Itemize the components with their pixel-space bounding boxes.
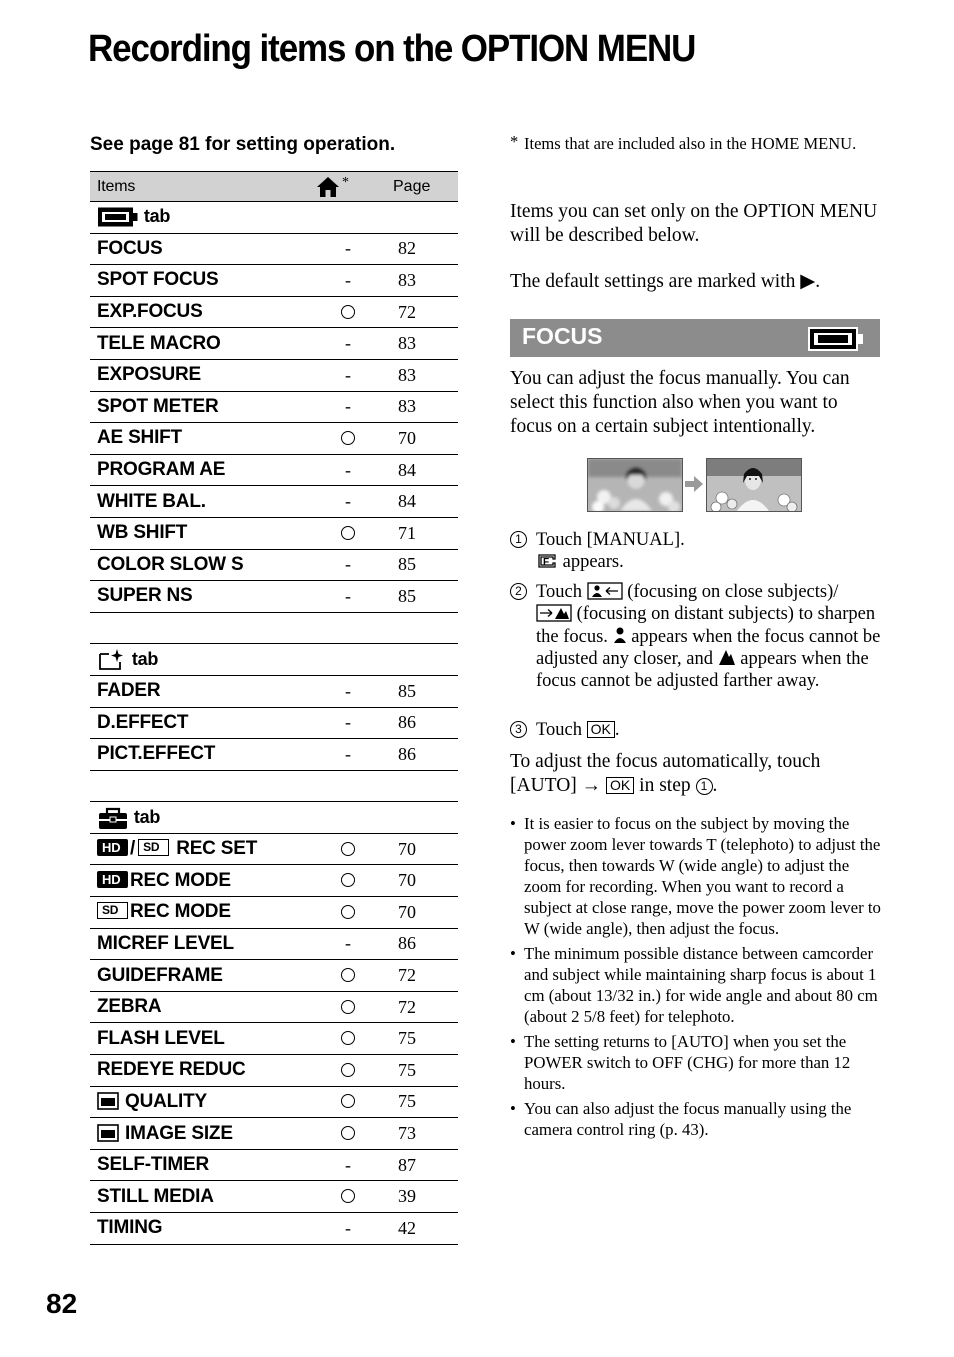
focus-heading-bar <box>510 319 880 357</box>
included-in-home-icon <box>341 1189 355 1203</box>
step-1 <box>510 529 882 574</box>
included-in-home-icon <box>341 1000 355 1014</box>
item-name: REC SET <box>176 838 258 860</box>
home-value: - <box>345 680 351 701</box>
tab-row <box>90 202 458 234</box>
camera-mode-icon <box>808 325 864 353</box>
item-page: 87 <box>388 1149 458 1181</box>
item-page: 83 <box>388 359 458 391</box>
item-name: EXPOSURE <box>97 364 201 386</box>
step-3-end: . <box>614 720 620 740</box>
table-row <box>90 1055 458 1087</box>
item-name: COLOR SLOW S <box>97 553 244 575</box>
sd-badge-icon: SD <box>97 902 128 919</box>
section-spacer <box>90 612 458 644</box>
table-row <box>90 707 458 739</box>
item-page: 84 <box>388 486 458 518</box>
footnote-star: * <box>510 132 519 151</box>
notes-list <box>510 813 882 1144</box>
item-page: 86 <box>388 739 458 771</box>
auto-focus-note <box>510 750 882 798</box>
ok-button-glyph: OK <box>587 721 615 738</box>
step-2-text-c: (focusing on distant subjects) to sharpen the focus. <box>536 604 876 647</box>
item-name: MICREF LEVEL <box>97 932 234 954</box>
blurred-photo <box>587 458 683 512</box>
included-in-home-icon <box>341 1094 355 1108</box>
note-item: • The setting returns to [AUTO] when you set the POWER switch to OFF (CHG) for more than 12 hours. <box>510 1031 882 1094</box>
item-name: REC MODE <box>130 869 231 891</box>
step-2 <box>510 581 882 692</box>
home-value: - <box>345 459 351 480</box>
auto-text-b: in step <box>639 775 691 796</box>
table-row <box>90 486 458 518</box>
section-spacer <box>90 770 458 802</box>
included-in-home-icon <box>341 968 355 982</box>
step-2-text-a: Touch <box>536 582 582 602</box>
default-note: The default settings are marked with ▶. <box>510 271 821 292</box>
hd-badge-icon: HD <box>97 871 128 888</box>
item-page: 39 <box>388 1181 458 1213</box>
step-2-text-b: (focusing on close subjects)/ <box>627 582 839 602</box>
included-in-home-icon <box>341 1126 355 1140</box>
item-page: 72 <box>388 991 458 1023</box>
item-page: 42 <box>388 1213 458 1245</box>
tab-row <box>90 644 458 676</box>
step-1-sub: appears. <box>562 552 624 573</box>
home-value: - <box>345 333 351 354</box>
included-in-home-icon <box>341 526 355 540</box>
table-row <box>90 233 458 265</box>
step-2-text-e: appears when the focus cannot be adjusted farther away. <box>536 648 869 692</box>
item-name: SPOT FOCUS <box>97 269 219 291</box>
table-row <box>90 675 458 707</box>
table-row <box>90 928 458 960</box>
home-value: - <box>345 743 351 764</box>
note-item: • The minimum possible distance between camcorder and subject while maintaining sharp focus is about 1 cm (about 13/32 in.) for wide angle and about 80 cm (about 2 5/8 feet) for telephoto. <box>510 943 882 1027</box>
table-row <box>90 265 458 297</box>
item-name: FOCUS <box>97 237 163 259</box>
table-row <box>90 328 458 360</box>
item-page: 84 <box>388 454 458 486</box>
included-in-home-icon <box>341 1031 355 1045</box>
page-title: Recording items on the OPTION MENU <box>88 28 696 70</box>
item-name: FADER <box>97 680 161 702</box>
table-row <box>90 1118 458 1150</box>
table-row <box>90 1149 458 1181</box>
item-page: 83 <box>388 265 458 297</box>
sd-badge-icon: SD <box>138 839 169 856</box>
note-item: • It is easier to focus on the subject by moving the power zoom lever towards T (telephoto) to adjust the focus, then towards W (wide angle) to adjust the zoom for recording. When you want to record a subject at close range, move the power zoom lever to W (wide angle), then adjust the focus. <box>510 813 882 939</box>
focus-description: You can adjust the focus manually. You can select this function also when you want to focus on a certain subject intentionally. <box>510 368 850 437</box>
item-name: QUALITY <box>125 1090 207 1112</box>
table-row <box>90 865 458 897</box>
item-name: TELE MACRO <box>97 332 221 354</box>
table-header <box>90 172 458 202</box>
item-page: 70 <box>388 423 458 455</box>
item-page: 82 <box>388 233 458 265</box>
table-row <box>90 549 458 581</box>
focus-heading: FOCUS <box>522 323 603 349</box>
step-number: 3 <box>510 721 527 738</box>
table-row <box>90 391 458 423</box>
item-page: 73 <box>388 1118 458 1150</box>
toolbox-tab-icon <box>97 806 129 830</box>
item-name: PROGRAM AE <box>97 459 226 481</box>
ok-button-glyph: OK <box>606 777 634 794</box>
mountain-far-icon <box>718 648 736 666</box>
item-page: 72 <box>388 296 458 328</box>
included-in-home-icon <box>341 905 355 919</box>
note-item: • You can also adjust the focus manually using the camera control ring (p. 43). <box>510 1098 882 1140</box>
table-row <box>90 454 458 486</box>
step-3-text: Touch <box>536 720 582 740</box>
item-name: SUPER NS <box>97 585 193 607</box>
auto-text-a: To adjust the focus automatically, touch [AUTO] <box>510 751 821 796</box>
table-row <box>90 1213 458 1245</box>
table-row <box>90 296 458 328</box>
item-page: 72 <box>388 960 458 992</box>
table-row <box>90 1023 458 1055</box>
table-row <box>90 960 458 992</box>
svg-text:F: F <box>543 557 550 569</box>
step-1-text: Touch [MANUAL]. <box>536 530 685 550</box>
item-name: ZEBRA <box>97 996 162 1018</box>
item-name: EXP.FOCUS <box>97 301 203 323</box>
header-home-star: * <box>342 174 349 190</box>
table-row <box>90 1086 458 1118</box>
option-menu-table <box>90 171 458 1245</box>
item-page: 85 <box>388 675 458 707</box>
item-page: 83 <box>388 328 458 360</box>
table-row <box>90 833 458 865</box>
home-value: - <box>345 712 351 733</box>
slash: / <box>130 838 136 860</box>
sharp-photo <box>706 458 802 512</box>
item-name: TIMING <box>97 1217 163 1239</box>
item-name: SPOT METER <box>97 395 219 417</box>
item-page: 70 <box>388 865 458 897</box>
home-value: - <box>345 491 351 512</box>
footnote-text: Items that are included also in the HOME MENU. <box>524 134 857 153</box>
table-row <box>90 991 458 1023</box>
header-items: Items <box>90 172 308 202</box>
manual-focus-icon <box>536 553 558 569</box>
footnote <box>510 133 882 154</box>
still-image-icon <box>97 1124 119 1142</box>
step-2-text-d: appears when the focus cannot be adjusted any closer, and <box>536 626 881 669</box>
home-value: - <box>345 269 351 290</box>
item-name: PICT.EFFECT <box>97 743 216 765</box>
item-page: 85 <box>388 549 458 581</box>
included-in-home-icon <box>341 842 355 856</box>
table-row <box>90 897 458 929</box>
table-row <box>90 359 458 391</box>
home-value: - <box>345 585 351 606</box>
header-home <box>308 172 388 202</box>
tab-label: tab <box>133 806 161 827</box>
step-3 <box>510 719 882 741</box>
item-name: WB SHIFT <box>97 522 188 544</box>
item-page: 83 <box>388 391 458 423</box>
item-name: GUIDEFRAME <box>97 964 223 986</box>
included-in-home-icon <box>341 1063 355 1077</box>
still-image-icon <box>97 1092 119 1110</box>
home-value: - <box>345 1217 351 1238</box>
item-name: WHITE BAL. <box>97 490 206 512</box>
item-name: REDEYE REDUC <box>97 1059 246 1081</box>
item-page: 75 <box>388 1086 458 1118</box>
item-page: 85 <box>388 581 458 613</box>
home-value: - <box>345 396 351 417</box>
camera-tab-icon <box>97 205 139 229</box>
item-name: AE SHIFT <box>97 427 182 449</box>
tab-label: tab <box>143 206 171 227</box>
item-name: FLASH LEVEL <box>97 1027 225 1049</box>
focus-far-button-icon <box>536 604 572 622</box>
home-icon <box>316 176 340 198</box>
hd-badge-icon: HD <box>97 839 128 856</box>
arrow-right-icon <box>685 476 703 492</box>
item-page: 86 <box>388 928 458 960</box>
focus-near-button-icon <box>587 582 623 600</box>
item-page: 71 <box>388 517 458 549</box>
item-name: SELF-TIMER <box>97 1154 209 1176</box>
included-in-home-icon <box>341 305 355 319</box>
table-row <box>90 581 458 613</box>
intro-text: Items you can set only on the OPTION MENU will be described below. <box>510 201 878 246</box>
item-page: 70 <box>388 833 458 865</box>
item-name: IMAGE SIZE <box>125 1122 233 1144</box>
table-row <box>90 1181 458 1213</box>
home-value: - <box>345 933 351 954</box>
arrow-glyph: → <box>581 775 602 796</box>
item-page: 86 <box>388 707 458 739</box>
table-row <box>90 423 458 455</box>
item-page: 75 <box>388 1055 458 1087</box>
item-page: 75 <box>388 1023 458 1055</box>
home-value: - <box>345 1154 351 1175</box>
item-name: D.EFFECT <box>97 711 189 733</box>
step-number: 2 <box>510 583 527 600</box>
header-page: Page <box>388 172 458 202</box>
person-near-icon <box>613 626 627 644</box>
item-name: REC MODE <box>130 901 231 923</box>
tab-row <box>90 802 458 834</box>
included-in-home-icon <box>341 873 355 887</box>
table-row <box>90 739 458 771</box>
page-number: 82 <box>46 1288 78 1319</box>
tab-label: tab <box>131 648 159 669</box>
home-value: - <box>345 364 351 385</box>
step-number: 1 <box>510 531 527 548</box>
home-value: - <box>345 238 351 259</box>
item-name: STILL MEDIA <box>97 1185 214 1207</box>
step-ref-number: 1 <box>696 778 713 795</box>
auto-text-end: . <box>712 775 718 796</box>
see-page-note: See page 81 for setting operation. <box>90 134 396 155</box>
home-value: - <box>345 554 351 575</box>
included-in-home-icon <box>341 431 355 445</box>
effect-tab-icon <box>97 648 127 672</box>
table-row <box>90 517 458 549</box>
item-page: 70 <box>388 897 458 929</box>
